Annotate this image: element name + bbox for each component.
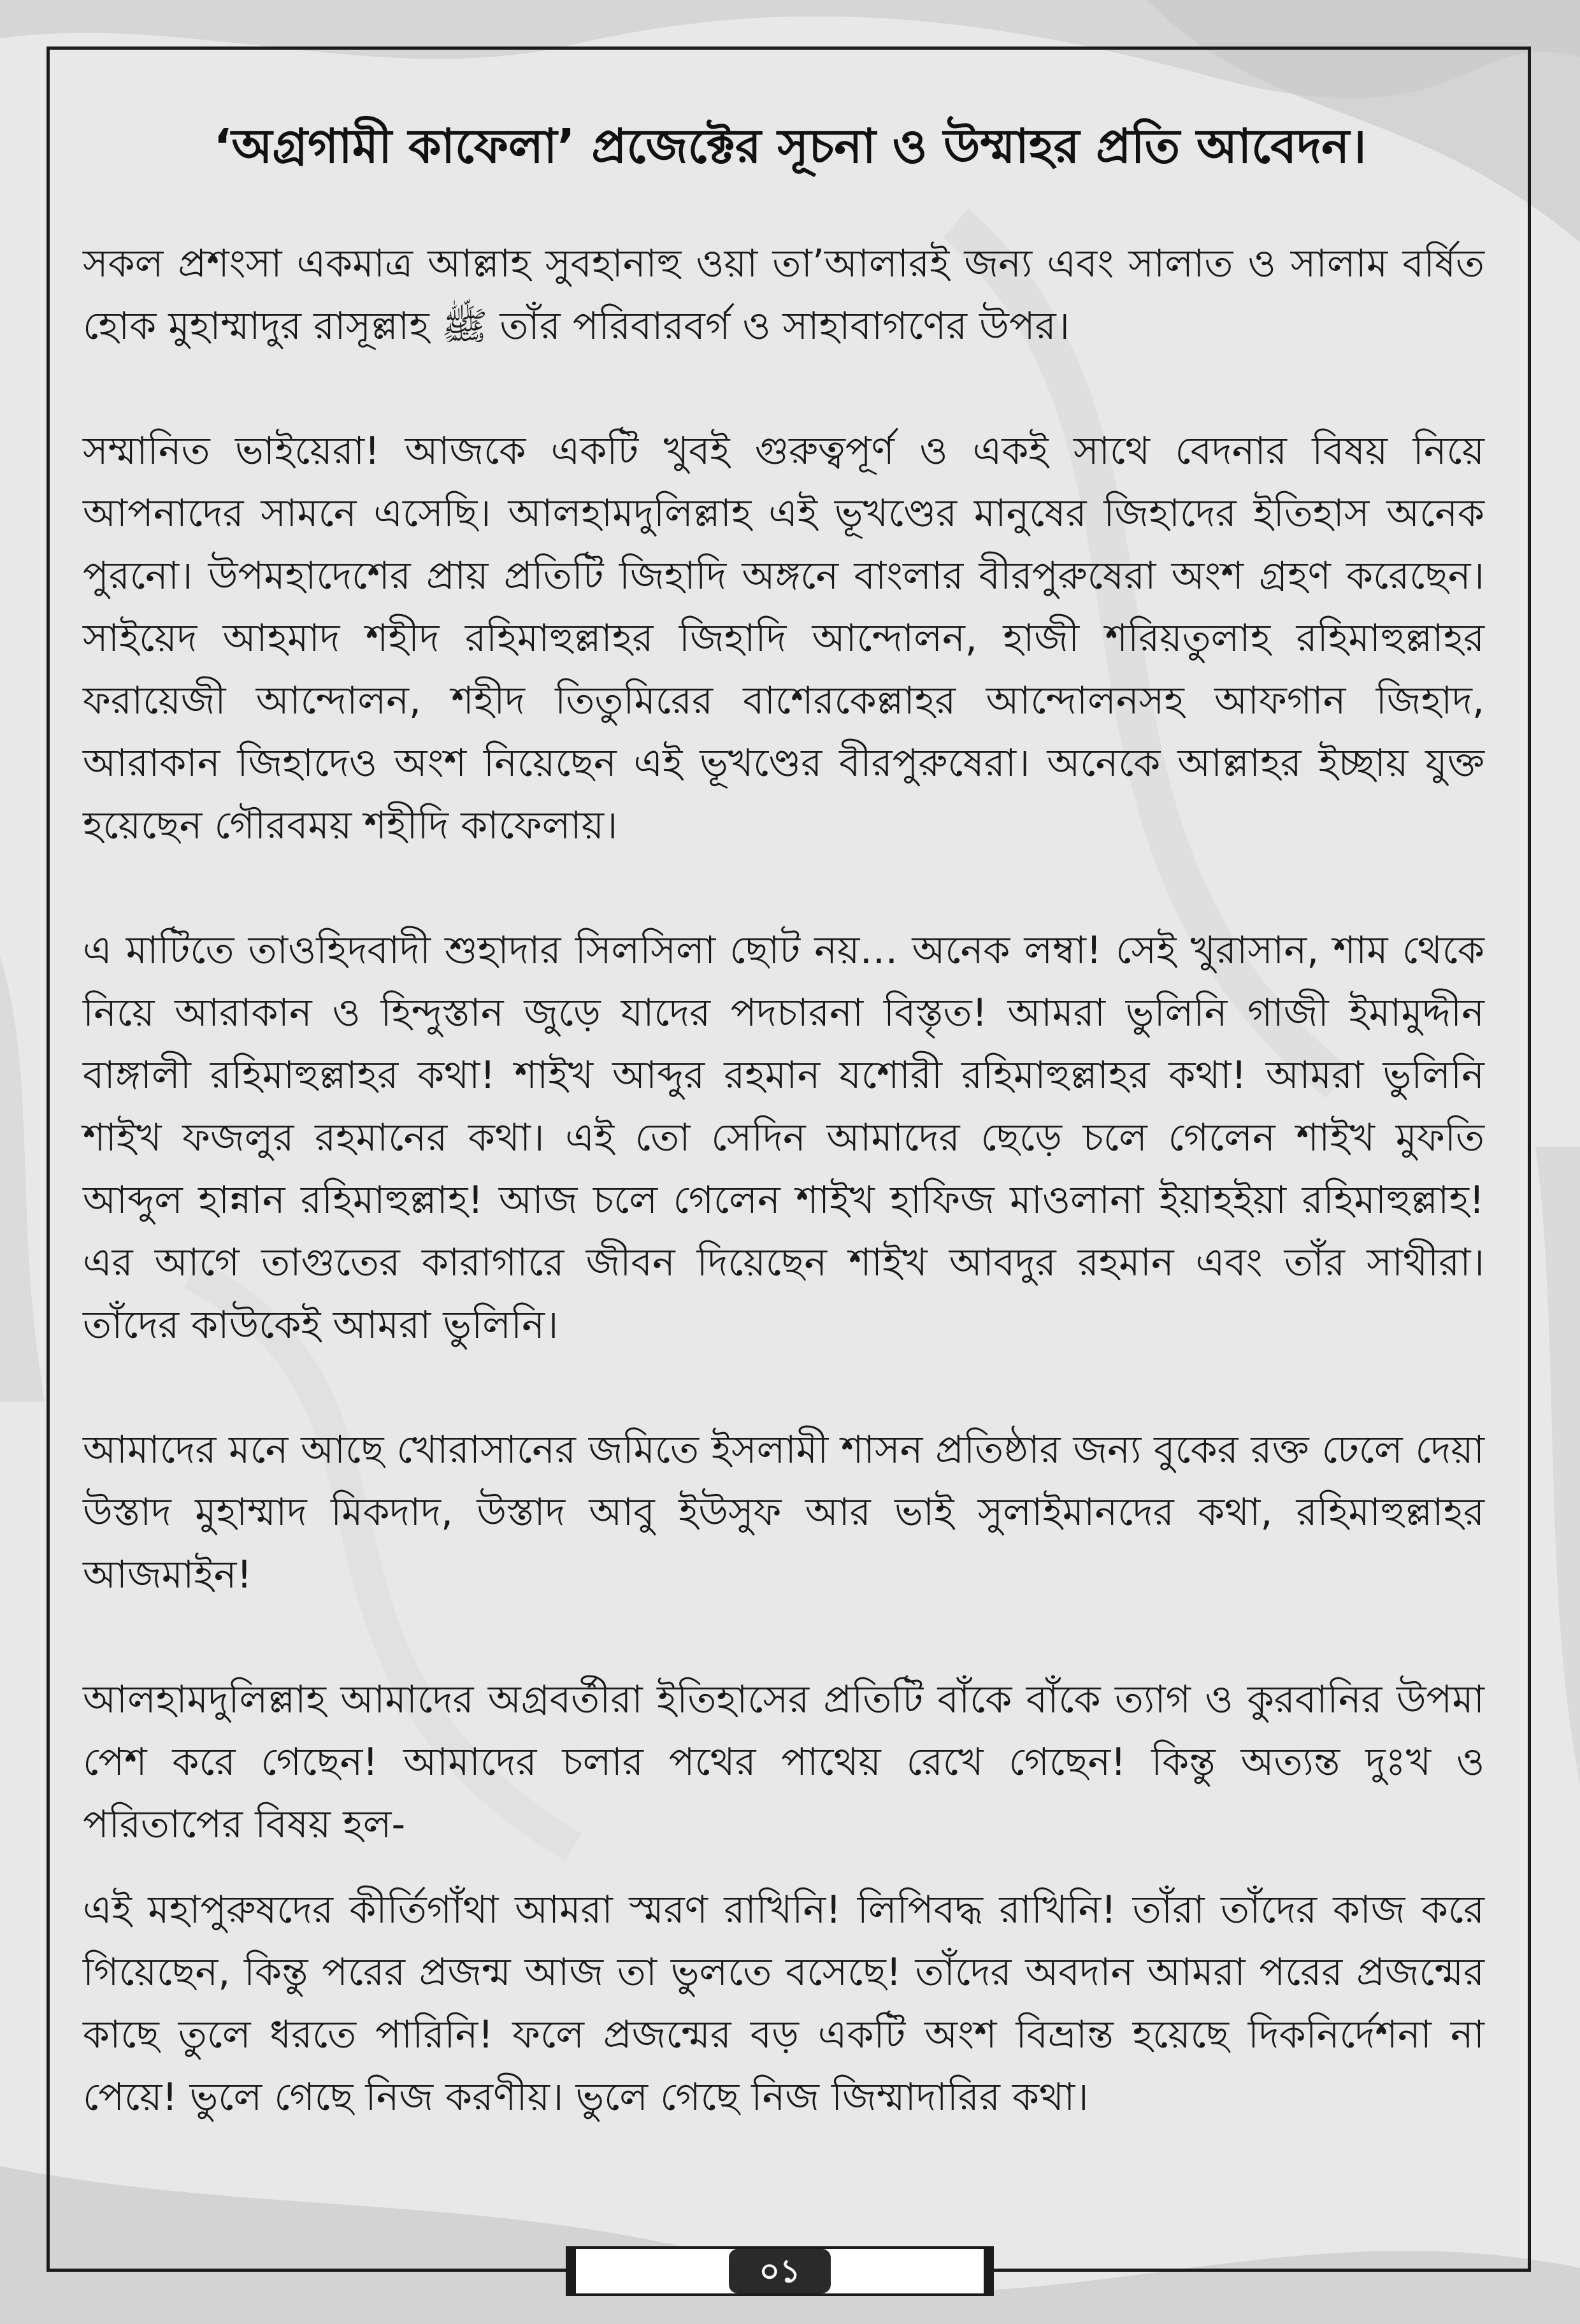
paragraph-opening-praise: সকল প্রশংসা একমাত্র আল্লাহ সুবহানাহু ওয়া তা’আলারই জন্য এবং সালাত ও সালাম বর্ষিত হোক মুহাম্মাদুর রাসূল্লাহ ﷺ তাঁর পরিবারবর্গ ও সাহাবাগণের উপর।	[83, 241, 1484, 348]
paragraph-lineage-of-martyrs: এ মাটিতে তাওহিদবাদী শুহাদার সিলসিলা ছোট নয়… অনেক লম্বা! সেই খুরাসান, শাম থেকে নিয়ে আরাকান ও হিন্দুস্তান জুড়ে যাদের পদচারনা বিস্তৃত! আমরা ভুলিনি গাজী ইমামুদ্দীন বাঙ্গালী রহিমাহুল্লাহর কথা! শাইখ আব্দুর রহমান যশোরী রহিমাহুল্লাহর কথা! আমরা ভুলিনি শাইখ ফজলুর রহমানের কথা। এই তো সেদিন আমাদের ছেড়ে চলে গেলেন শাইখ মুফতি আব্দুল হান্নান রহিমাহুল্লাহ! আজ চলে গেলেন শাইখ হাফিজ মাওলানা ইয়াহইয়া রহিমাহুল্লাহ! এর আগে তাগুতের কারাগারে জীবন দিয়েছেন শাইখ আবদুর রহমান এবং তাঁর সাথীরা। তাঁদের কাউকেই আমরা ভুলিনি।	[83, 928, 1484, 1347]
document-title: ‘অগ্রগামী কাফেলা’ প্রজেক্টের সূচনা ও উম্মাহর প্রতি আবেদন।	[213, 119, 1367, 174]
page-number: ০১	[729, 2249, 831, 2293]
paragraph-forgotten-legacy: এই মহাপুরুষদের কীর্তিগাঁথা আমরা স্মরণ রাখিনি! লিপিবদ্ধ রাখিনি! তাঁরা তাঁদের কাজ করে গিয়েছেন, কিন্তু পরের প্রজন্ম আজ তা ভুলতে বসেছে! তাঁদের অবদান আমরা পরের প্রজন্মের কাছে তুলে ধরতে পারিনি! ফলে প্রজন্মের বড় একটি অংশ বিভ্রান্ত হয়েছে দিকনির্দেশনা না পেয়ে! ভুলে গেছে নিজ করণীয়। ভুলে গেছে নিজ জিম্মাদারির কথা।	[83, 1888, 1484, 2120]
paragraph-history-of-jihad: সম্মানিত ভাইয়েরা! আজকে একটি খুবই গুরুত্বপূর্ণ ও একই সাথে বেদনার বিষয় নিয়ে আপনাদের সামনে এসেছি। আলহামদুলিল্লাহ এই ভূখণ্ডের মানুষের জিহাদের ইতিহাস অনেক পুরনো। উপমহাদেশের প্রায় প্রতিটি জিহাদি অঙ্গনে বাংলার বীরপুরুষেরা অংশ গ্রহণ করেছেন। সাইয়েদ আহমাদ শহীদ রহিমাহুল্লাহর জিহাদি আন্দোলন, হাজী শরিয়তুলাহ রহিমাহুল্লাহর ফরায়েজী আন্দোলন, শহীদ তিতুমিরের বাশেরকেল্লাহর আন্দোলনসহ আফগান জিহাদ, আরাকান জিহাদেও অংশ নিয়েছেন এই ভূখণ্ডের বীরপুরুষেরা। অনেকে আল্লাহর ইচ্ছায় যুক্ত হয়েছেন গৌরবময় শহীদি কাফেলায়।	[83, 429, 1484, 848]
document-body	[83, 233, 1484, 2128]
page-number-footer	[566, 2246, 994, 2296]
paragraph-khorasan-remembrance: আমাদের মনে আছে খোরাসানের জমিতে ইসলামী শাসন প্রতিষ্ঠার জন্য বুকের রক্ত ঢেলে দেয়া উস্তাদ মুহাম্মাদ মিকদাদ, উস্তাদ আবু ইউসুফ আর ভাই সুলাইমানদের কথা, রহিমাহুল্লাহর আজমাইন!	[83, 1428, 1485, 1597]
footer-bracket-left	[566, 2246, 576, 2296]
paragraph-sacrifices-of-predecessors: আলহামদুলিল্লাহ আমাদের অগ্রবর্তীরা ইতিহাসের প্রতিটি বাঁকে বাঁকে ত্যাগ ও কুরবানির উপমা পেশ করে গেছেন! আমাদের চলার পথের পাথেয় রেখে গেছেন! কিন্তু অত্যন্ত দুঃখ ও পরিতাপের বিষয় হল-	[83, 1677, 1484, 1847]
footer-bracket-right	[984, 2246, 994, 2296]
